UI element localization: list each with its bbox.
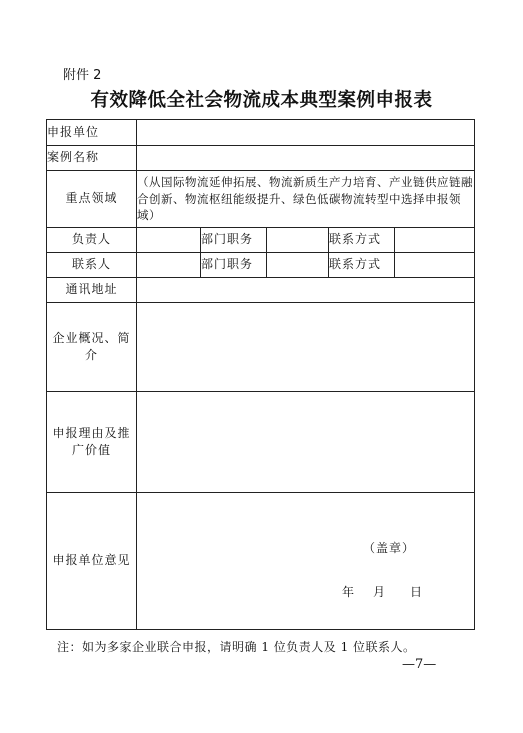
responsible-person-field[interactable] [137, 228, 201, 253]
row-company-overview [47, 303, 475, 392]
row-applicant-unit [47, 120, 475, 146]
opinion-label: 申报单位意见 [47, 493, 137, 630]
reason-label: 申报理由及推广价值 [47, 392, 137, 493]
key-area-label: 重点领域 [47, 171, 137, 228]
applicant-unit-label: 申报单位 [47, 120, 137, 146]
company-overview-label: 企业概况、简介 [47, 303, 137, 392]
key-area-field[interactable]: （从国际物流延伸拓展、物流新质生产力培育、产业链供应链融合创新、物流枢纽能级提升、绿色低碳物流转型中选择申报领域） [137, 171, 475, 228]
contact-department-position-label: 部门职务 [201, 253, 267, 278]
contact-person-field[interactable] [137, 253, 201, 278]
date-year: 年 [342, 585, 355, 599]
contact-department-position-field[interactable] [267, 253, 329, 278]
row-responsible-person [47, 228, 475, 253]
date-day: 日 [410, 585, 423, 599]
contact-person-label: 联系人 [47, 253, 137, 278]
opinion-field[interactable] [137, 493, 475, 630]
row-key-area [47, 171, 475, 228]
attachment-label: 附件 2 [63, 68, 102, 83]
responsible-department-position-label: 部门职务 [201, 228, 267, 253]
mailing-address-field[interactable] [137, 278, 475, 303]
contact-contact-method-field[interactable] [395, 253, 475, 278]
reason-field[interactable] [137, 392, 475, 493]
row-case-name [47, 146, 475, 171]
seal-text: （盖章） [363, 541, 416, 555]
form-title: 有效降低全社会物流成本典型案例申报表 [90, 90, 433, 111]
row-contact-person [47, 253, 475, 278]
page-number: —7— [402, 657, 437, 672]
mailing-address-label: 通讯地址 [47, 278, 137, 303]
applicant-unit-field[interactable] [137, 120, 475, 146]
responsible-person-label: 负责人 [47, 228, 137, 253]
row-reason [47, 392, 475, 493]
case-name-field[interactable] [137, 146, 475, 171]
case-name-label: 案例名称 [47, 146, 137, 171]
responsible-contact-method-label: 联系方式 [329, 228, 395, 253]
footnote: 注：如为多家企业联合申报，请明确 1 位负责人及 1 位联系人。 [57, 640, 416, 654]
row-opinion [47, 493, 475, 630]
contact-contact-method-label: 联系方式 [329, 253, 395, 278]
row-mailing-address [47, 278, 475, 303]
company-overview-field[interactable] [137, 303, 475, 392]
date-month: 月 [373, 585, 386, 599]
responsible-contact-method-field[interactable] [395, 228, 475, 253]
responsible-department-position-field[interactable] [267, 228, 329, 253]
